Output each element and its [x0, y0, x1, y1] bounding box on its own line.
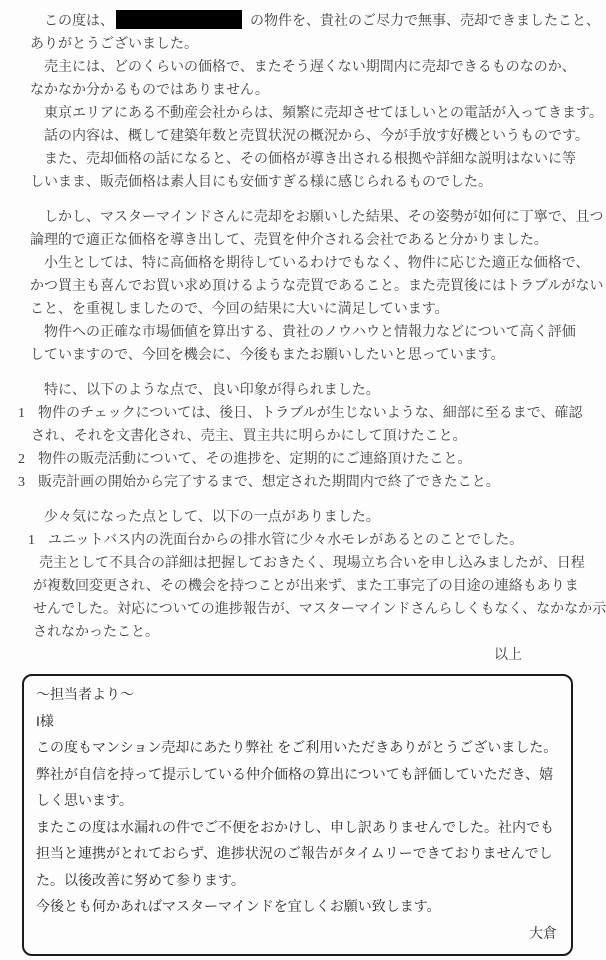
concern-intro: 少々気になった点として、以下の一点がありました。 — [30, 510, 380, 525]
letter-line: 物件への正確な市場価値を算出する、貴社のノウハウと情報力などについて高く評価 — [30, 325, 576, 340]
list-item-text: 物件の販売活動について、その進捗を、定期的にご連絡頂けたこと。 — [38, 452, 472, 467]
letter-line: が複数回変更され、その機会を持つことが出来ず、また工事完了の目途の連絡もありま — [33, 579, 579, 594]
letter-line: ありがとうございました。 — [30, 37, 198, 52]
letter-text-pre-redaction: この度は、 — [30, 14, 114, 29]
letter-line: こと、を重視しましたので、今回の結果に大いに満足しています。 — [30, 302, 449, 317]
list-item-text: 物件のチェックについては、後日、トラブルが生じないような、細部に至るまで、確認 — [38, 406, 583, 421]
list-item-number: 1 — [18, 406, 25, 421]
letter-line-opening — [30, 10, 600, 33]
reply-signature: 大倉 — [529, 924, 557, 941]
list-item-number: 3 — [18, 475, 25, 490]
list-item — [18, 471, 584, 494]
paragraph-gap — [30, 194, 584, 206]
list-item-continuation: され、それを文書化され、売主、買主共に明らかにして頂けたこと。 — [31, 429, 467, 444]
letter-line: 小生としては、特に高価格を期待しているわけでもなく、物件に応じた適正な価格で、 — [30, 256, 590, 271]
reply-line: 弊社が自信を持って提示している仲介価格の算出についても評価していただき、嬉 — [36, 765, 554, 782]
letter-line: していますので、今回を機会に、今後もまたお願いしたいと思っています。 — [30, 348, 505, 363]
letter-line: されなかったこと。 — [33, 625, 159, 640]
agent-reply-box — [22, 674, 573, 956]
letter-line: 売主には、どのくらいの価格で、またそう遅くない期間内に売却できるものなのか、 — [30, 60, 576, 75]
letter-line: 論理的で適正な価格を導き出して、売買を仲介される会社であると分かりました。 — [30, 233, 548, 248]
paragraph-gap — [30, 494, 584, 506]
reply-line: 担当と連携がとれておらず、進捗状況のご報告がタイムリーできておりませんでし — [36, 845, 553, 861]
list-item-number: 1 — [28, 533, 35, 548]
good-points-intro: 特に、以下のような点で、良い印象が得られました。 — [30, 383, 380, 398]
reply-line: しく思います。 — [36, 792, 133, 808]
list-item-text: ユニットバス内の洗面台からの排水管に少々水モレがあるとのことでした。 — [48, 533, 524, 548]
list-item — [28, 529, 584, 552]
list-item-number: 2 — [18, 452, 25, 467]
closing-ijou-text: 以上 — [494, 648, 522, 663]
reply-line: 今後とも何かあればマスターマインドを宜しくお願い致します。 — [36, 898, 441, 914]
letter-line: せんでした。対応についての進捗報告が、マスターマインドさんらしくもなく、なかなか示 — [33, 602, 606, 617]
good-points-list — [18, 402, 584, 494]
list-item — [18, 448, 584, 471]
letter-line: 話の内容は、概して建築年数と売買状況の概況から、今が手放す好機というものです。 — [30, 129, 589, 144]
reply-salutation: I様 — [36, 712, 54, 729]
concern-points-list — [28, 529, 584, 552]
list-item — [18, 402, 584, 425]
redacted-property-name-block — [116, 10, 242, 29]
reply-heading: ～担当者より～ — [36, 686, 134, 702]
letter-line: しかし、マスターマインドさんに売却をお願いした結果、その姿勢が如何に丁寧で、且つ — [30, 210, 604, 225]
letter-line: 売主として不具合の詳細は把握しておきたく、現場立ち合いを申し込みましたが、日程 — [39, 556, 585, 571]
letter-line: また、売却価格の話になると、その価格が導き出される根拠や詳細な説明はないに等 — [30, 152, 576, 167]
reply-line: この度もマンション売却にあたり弊社 をご利用いただきありがとうございました。 — [36, 739, 558, 755]
concern-detail-paragraph — [33, 552, 606, 644]
letter-text-post-redaction: の物件を、貴社のご尽力で無事、売却できましたこと、 — [250, 14, 600, 29]
list-item-text: 販売計画の開始から完了するまで、想定された期間内で終了できたこと。 — [38, 475, 500, 490]
letter-line: なかなか分かるものではありません。 — [30, 83, 269, 98]
letter-line: かつ買主も喜んでお買い求め頂けるような売買であること。また売買後にはトラブルがない — [30, 279, 604, 294]
reply-line: た。以後改善に努めて参ります。 — [36, 871, 245, 888]
paragraph-gap — [30, 367, 584, 379]
reply-line: またこの度は水漏れの件でご不便をおかけし、申し訳ありませんでした。社内でも — [36, 818, 554, 835]
letter-line: しいまま、販売価格は素人目にも安価すぎる様に感じられるものでした。 — [30, 175, 492, 190]
letter-line: 東京エリアにある不動産会社からは、頻繁に売却させてほしいとの電話が入ってきます。 — [30, 106, 603, 121]
